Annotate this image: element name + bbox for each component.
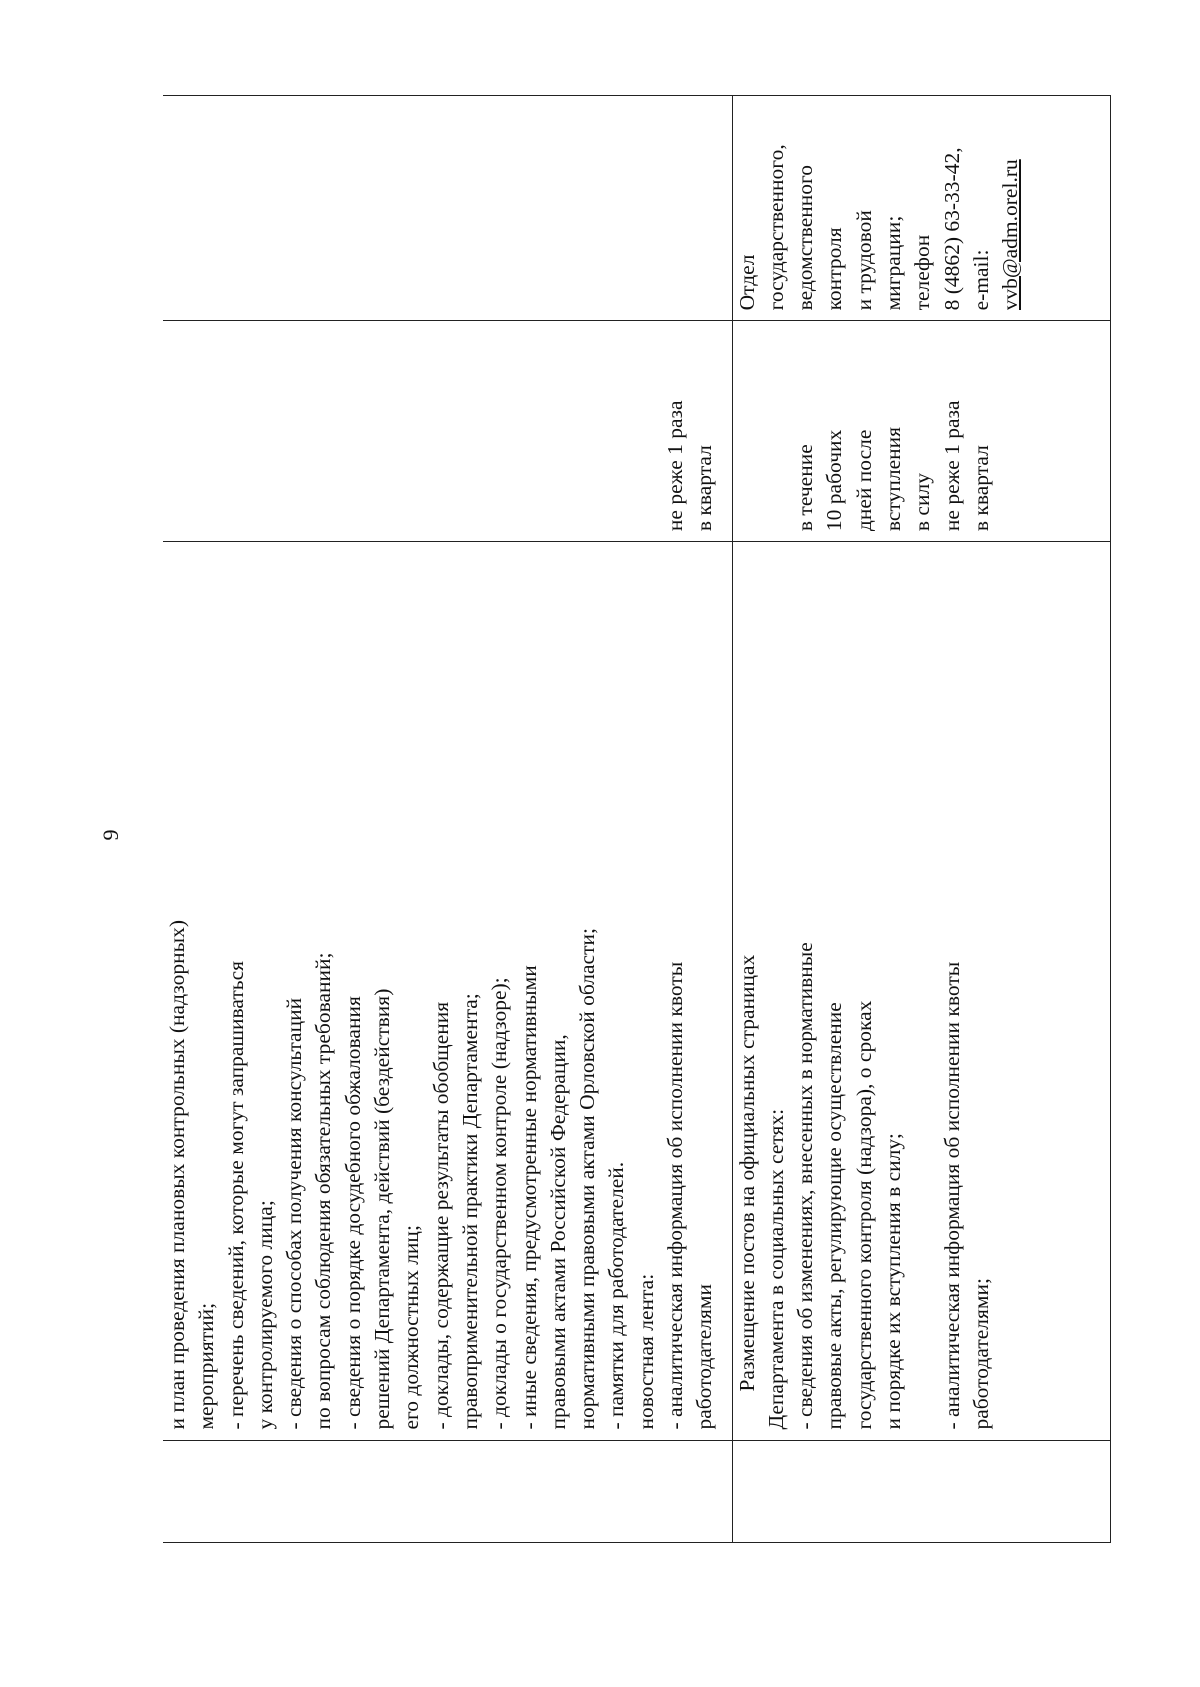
- deadline-line: не реже 1 раза: [939, 400, 964, 532]
- text-line: работодателями;: [968, 1278, 993, 1430]
- text-line: - сведения о порядке досудебного обжалования: [340, 996, 365, 1430]
- deadline-line: не реже 1 раза: [663, 400, 688, 532]
- text-line: по вопросам соблюдения обязательных требований;: [311, 952, 336, 1430]
- cell-deadline: [163, 321, 732, 542]
- table-row: [732, 96, 1111, 1543]
- deadline-line: в силу: [910, 473, 935, 532]
- text-line: - сведения о способах получения консультаций: [282, 997, 307, 1430]
- responsible-line: и трудовой: [851, 210, 876, 311]
- deadline-line: вступления: [880, 426, 905, 532]
- text-line: работодателями: [692, 1284, 717, 1430]
- text-line: - перечень сведений, которые могут запрашиваться: [223, 960, 248, 1430]
- cell-deadline: [732, 321, 1111, 542]
- text-line: - аналитическая информация об исполнении квоты: [939, 961, 964, 1430]
- responsible-line: ведомственного: [793, 164, 818, 311]
- text-line: и план проведения плановых контрольных (надзорных): [165, 919, 189, 1430]
- page-number: 9: [98, 829, 123, 841]
- text-line: - аналитическая информация об исполнении квоты: [663, 961, 688, 1430]
- cell-responsible: [732, 96, 1111, 321]
- deadline-line: 10 рабочих: [822, 429, 847, 532]
- text-line: - памятки для работодателей.: [604, 1161, 629, 1430]
- text-line: - доклады, содержащие результаты обобщения: [428, 1001, 453, 1430]
- text-line: решений Департамента, действий (бездействия): [370, 988, 395, 1430]
- cell-description: [732, 542, 1111, 1440]
- responsible-line: миграции;: [880, 215, 905, 311]
- text-line: - доклады о государственном контроле (надзоре);: [487, 977, 512, 1430]
- deadline-line: в квартал: [968, 445, 993, 532]
- text-line: - сведения об изменениях, внесенных в нормативные: [793, 942, 818, 1430]
- text-line: - иные сведения, предусмотренные нормативными: [516, 965, 541, 1430]
- responsible-line: государственного,: [763, 144, 788, 311]
- text-line: государственного контроля (надзора), о сроках: [851, 1000, 876, 1430]
- responsible-line: e-mail:: [968, 249, 993, 311]
- text-line: новостная лента:: [633, 1273, 658, 1430]
- email-link[interactable]: vvb@adm.orel.ru: [998, 159, 1023, 311]
- blank-line: [908, 542, 937, 1429]
- text-line: его должностных лиц;: [399, 1225, 424, 1430]
- cell-number: [732, 1440, 1111, 1542]
- deadline-line: в течение: [793, 444, 818, 532]
- responsible-line: телефон: [910, 234, 935, 311]
- text-line: Департамента в социальных сетях:: [763, 1108, 788, 1430]
- text-line: нормативными правовыми актами Орловской области;: [575, 928, 600, 1430]
- text-line: и порядке их вступления в силу;: [880, 1133, 905, 1430]
- post-heading: Размещение постов на официальных страницах: [734, 954, 759, 1392]
- responsible-line: контроля: [822, 227, 847, 311]
- cell-responsible: [163, 96, 732, 321]
- deadline-line: дней после: [851, 429, 876, 532]
- responsible-line: 8 (4862) 63-33-42,: [939, 147, 964, 311]
- text-line: правовые акты, регулирующие осуществление: [822, 1002, 847, 1430]
- cell-number: [163, 1440, 732, 1542]
- text-line: правовыми актами Российской Федерации,: [545, 1034, 570, 1430]
- text-line: мероприятий;: [194, 1302, 219, 1430]
- table-row: [163, 96, 732, 1543]
- text-line: у контролируемого лица;: [252, 1200, 277, 1430]
- text-line: правоприменительной практики Департамента;: [457, 993, 482, 1430]
- measures-table: [163, 95, 1111, 1543]
- rotated-table-container: [163, 95, 1111, 1543]
- responsible-line: Отдел: [734, 254, 759, 311]
- deadline-line: в квартал: [692, 445, 717, 532]
- cell-description: [163, 542, 732, 1440]
